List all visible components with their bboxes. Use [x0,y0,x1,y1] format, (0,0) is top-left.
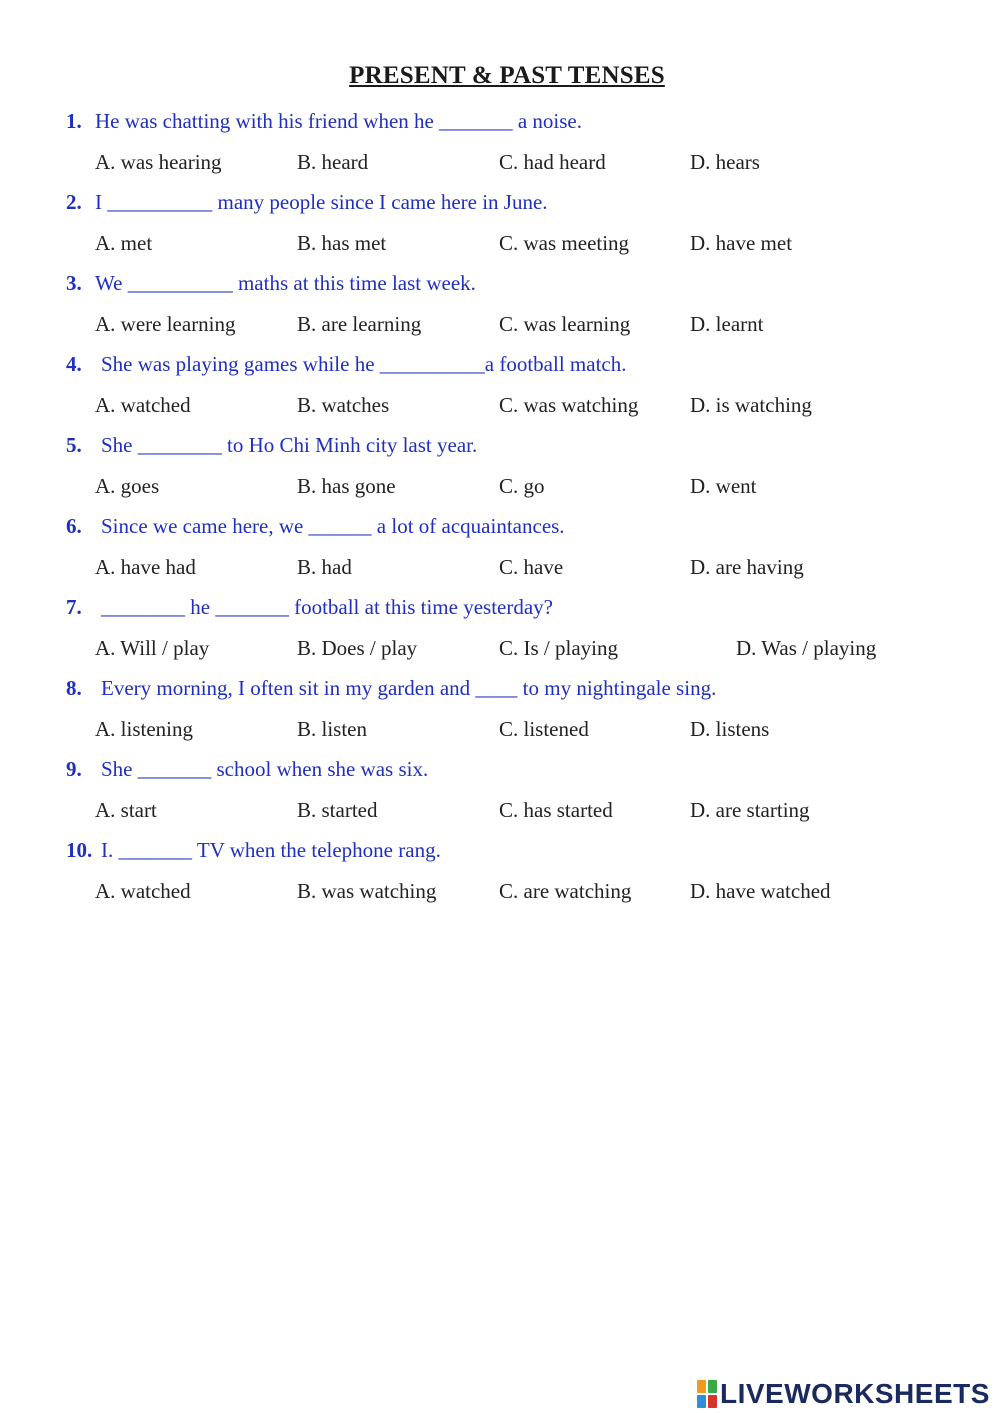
answer-option-d[interactable]: D. have met [690,231,793,255]
logo-text: LIVEWORKSHEETS [720,1378,990,1409]
answer-option-c[interactable]: C. have [499,555,564,579]
answer-option-d[interactable]: D. is watching [690,393,812,417]
answer-option-c[interactable]: C. was meeting [499,231,630,255]
worksheet-title: PRESENT & PAST TENSES [349,62,665,89]
liveworksheets-logo [697,1378,990,1410]
answer-option-b[interactable]: B. heard [297,150,369,174]
question-9 [66,757,428,782]
answer-option-d[interactable]: D. have watched [690,879,831,903]
answer-option-c[interactable]: C. go [499,474,545,498]
question-number: 10. [66,838,93,862]
question-text: I. _______ TV when the telephone rang. [101,838,441,862]
question-text: She _______ school when she was six. [101,757,429,781]
question-text: He was chatting with his friend when he _______ a noise. [95,109,582,133]
answer-option-d[interactable]: D. are starting [690,798,810,822]
answer-option-b[interactable]: B. started [297,798,378,822]
logo-mark-icon [697,1380,717,1408]
answer-option-b[interactable]: B. was watching [297,879,437,903]
question-number: 5. [66,433,82,457]
question-2 [66,190,548,215]
answer-option-d[interactable]: D. went [690,474,757,498]
question-6 [66,514,565,539]
answer-option-a[interactable]: A. Will / play [95,636,210,660]
question-5 [66,433,477,458]
question-text: She was playing games while he __________a football match. [101,352,627,376]
question-text: She ________ to Ho Chi Minh city last year. [101,433,478,457]
question-4 [66,352,626,377]
answer-option-b[interactable]: B. has met [297,231,387,255]
question-text: We __________ maths at this time last week. [95,271,476,295]
answer-option-d[interactable]: D. listens [690,717,770,741]
answer-option-a[interactable]: A. watched [95,879,191,903]
question-number: 2. [66,190,82,214]
question-text: Every morning, I often sit in my garden and ____ to my nightingale sing. [101,676,717,700]
question-text: Since we came here, we ______ a lot of acquaintances. [101,514,565,538]
answer-option-b[interactable]: B. has gone [297,474,396,498]
answer-option-a[interactable]: A. goes [95,474,160,498]
logo-mark-block [697,1380,706,1393]
answer-option-c[interactable]: C. has started [499,798,613,822]
answer-option-c[interactable]: C. Is / playing [499,636,618,660]
answer-option-a[interactable]: A. start [95,798,157,822]
question-8 [66,676,716,701]
answer-option-d[interactable]: D. are having [690,555,804,579]
question-1 [66,109,582,134]
question-7 [66,595,553,620]
answer-option-d[interactable]: D. learnt [690,312,764,336]
answer-option-c[interactable]: C. had heard [499,150,606,174]
question-number: 4. [66,352,82,376]
answer-option-a[interactable]: A. have had [95,555,196,579]
answer-option-a[interactable]: A. watched [95,393,191,417]
answer-option-c[interactable]: C. listened [499,717,589,741]
answer-option-b[interactable]: B. Does / play [297,636,418,660]
answer-option-a[interactable]: A. met [95,231,153,255]
answer-option-a[interactable]: A. was hearing [95,150,222,174]
answer-option-c[interactable]: C. was learning [499,312,631,336]
question-number: 8. [66,676,82,700]
answer-option-b[interactable]: B. listen [297,717,368,741]
answer-option-a[interactable]: A. listening [95,717,193,741]
answer-option-b[interactable]: B. are learning [297,312,422,336]
answer-option-b[interactable]: B. watches [297,393,390,417]
answer-option-d[interactable]: D. hears [690,150,760,174]
question-3 [66,271,476,296]
logo-mark-block [708,1380,717,1393]
answer-option-c[interactable]: C. are watching [499,879,632,903]
question-number: 9. [66,757,82,781]
question-10 [66,838,441,863]
question-number: 3. [66,271,82,295]
answer-option-c[interactable]: C. was watching [499,393,639,417]
question-text: I __________ many people since I came here in June. [95,190,548,214]
question-text: ________ he _______ football at this time yesterday? [101,595,553,619]
logo-mark-block [708,1395,717,1408]
question-number: 1. [66,109,82,133]
answer-option-d[interactable]: D. Was / playing [736,636,877,660]
answer-option-a[interactable]: A. were learning [95,312,236,336]
question-number: 7. [66,595,82,619]
answer-option-b[interactable]: B. had [297,555,352,579]
logo-mark-block [697,1395,706,1408]
question-number: 6. [66,514,82,538]
